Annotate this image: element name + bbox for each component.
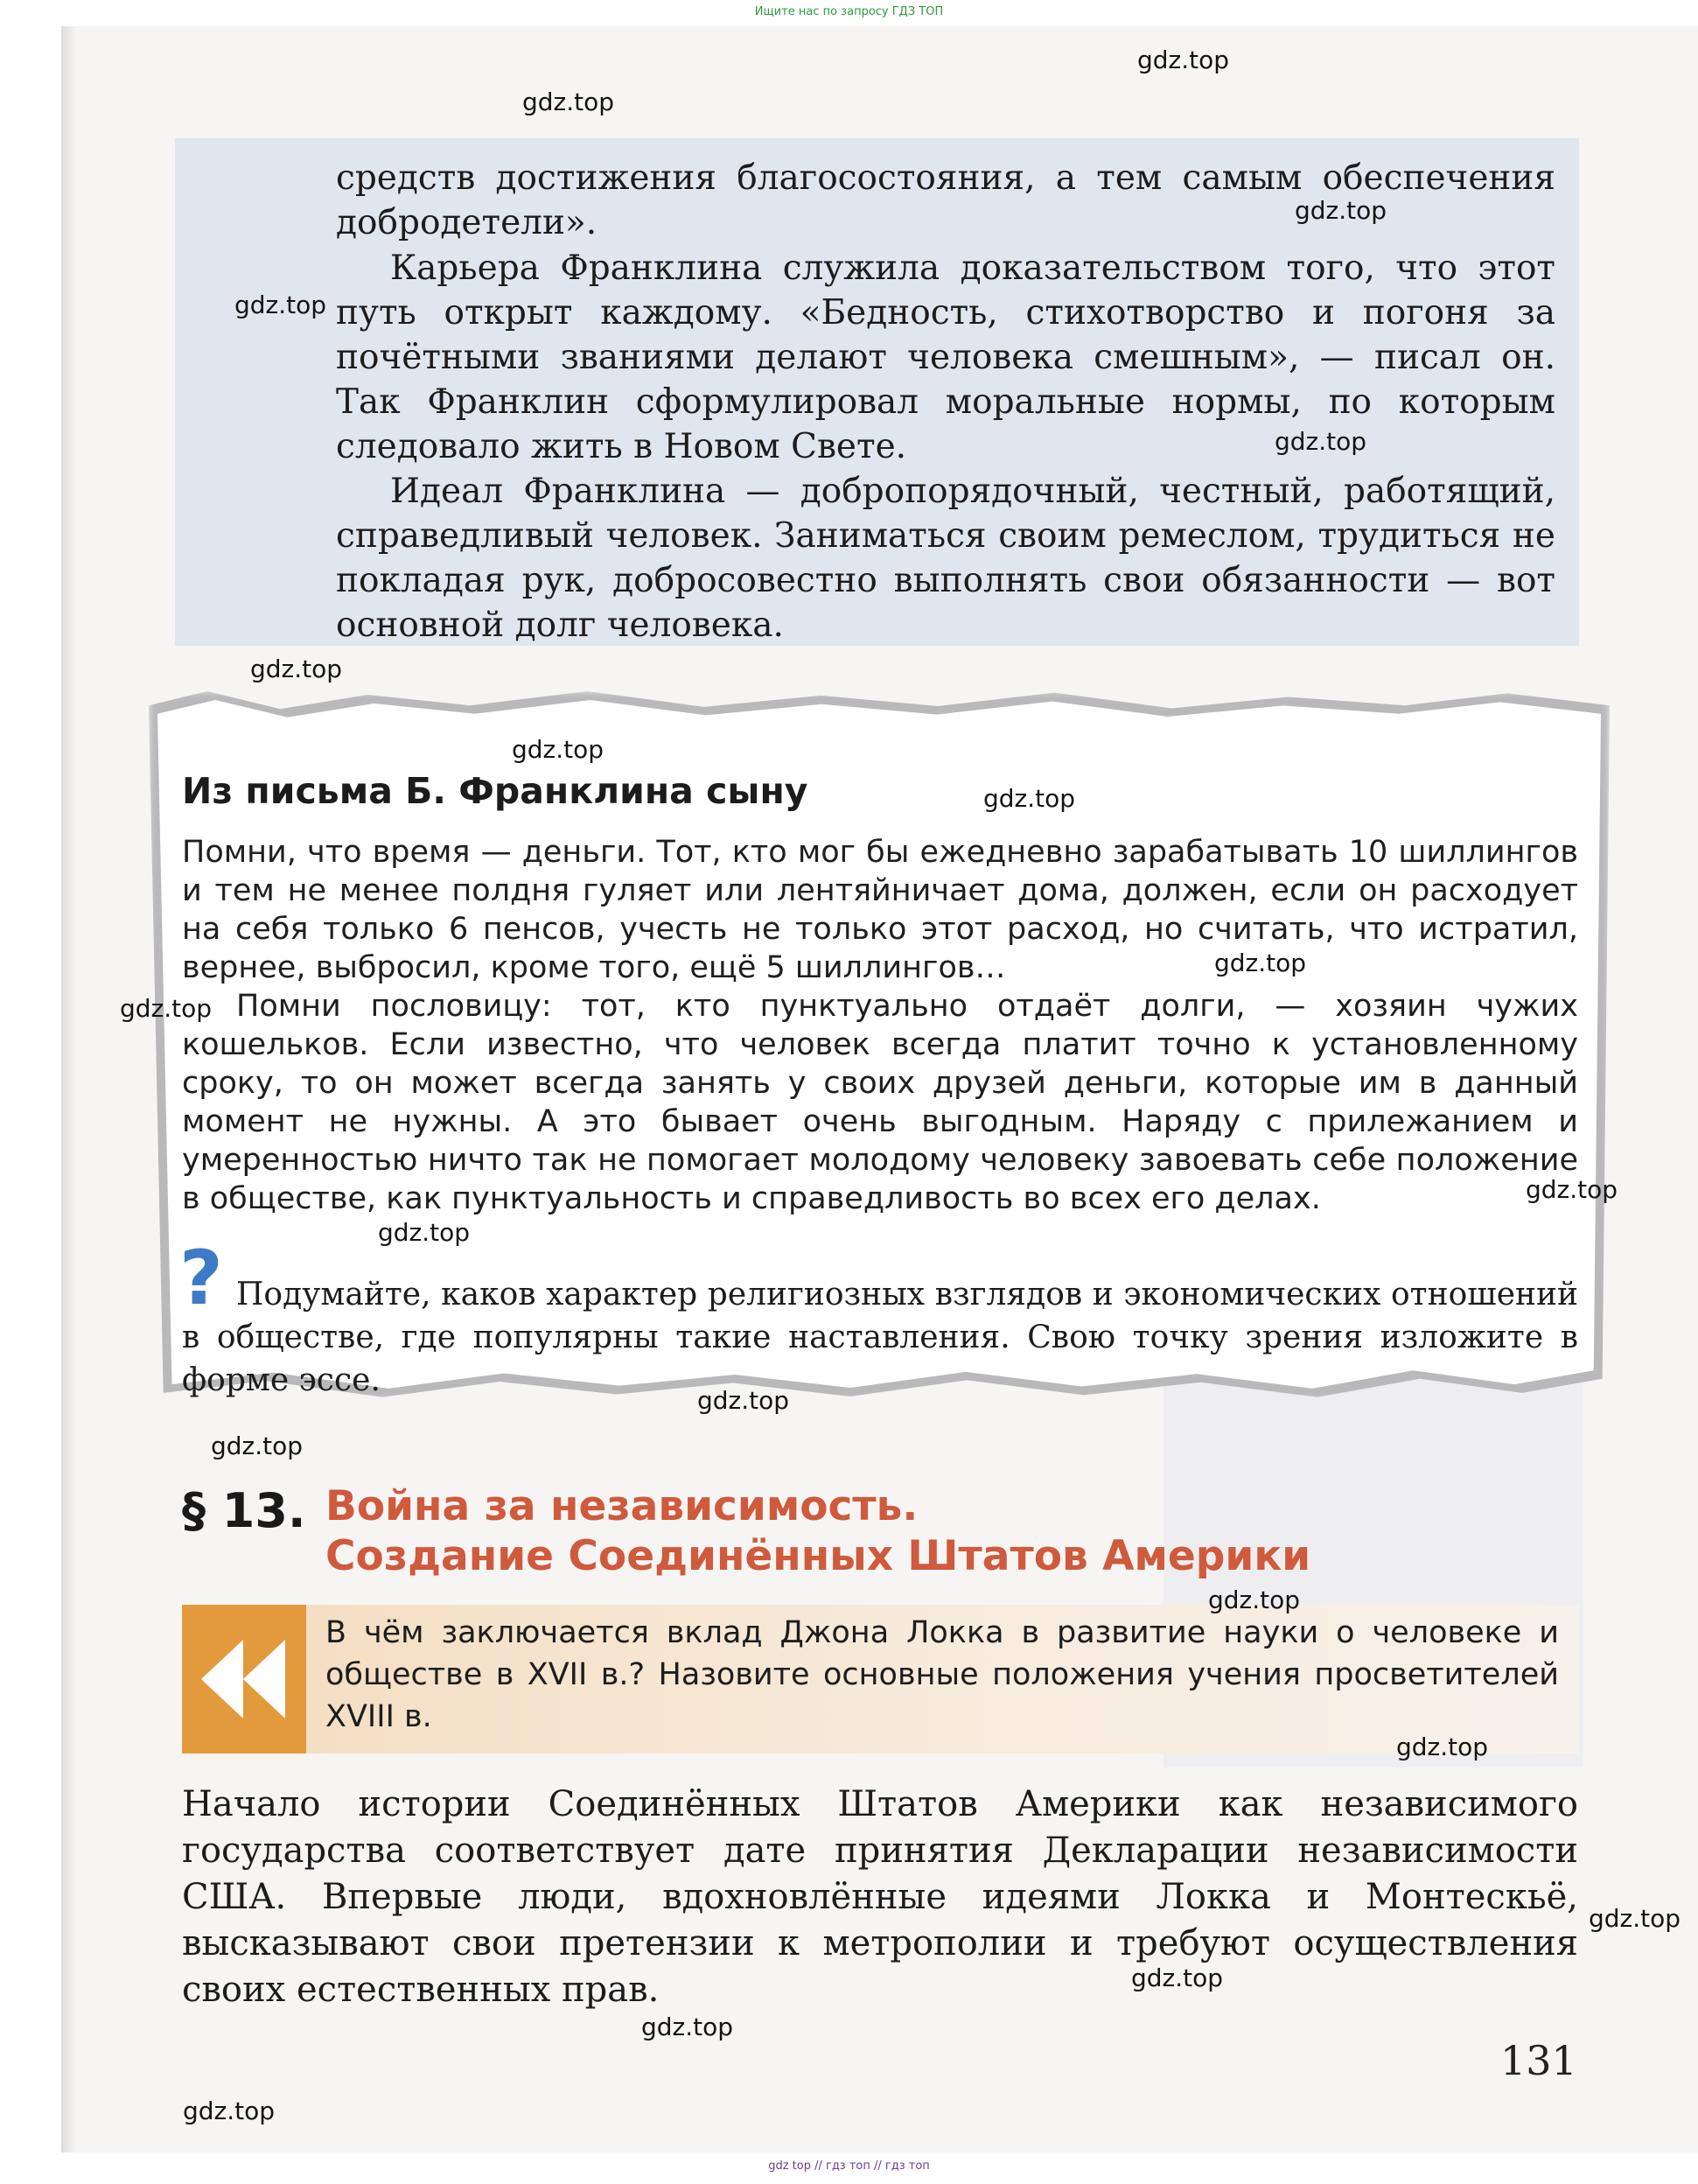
watermark: gdz.top: [1589, 1904, 1681, 1933]
section-title-line-2: Создание Соединённых Штатов Америки: [325, 1532, 1311, 1580]
bottom-note: gdz top // гдз топ // гдз топ: [768, 2160, 930, 2173]
watermark: gdz.top: [234, 290, 327, 319]
watermark: gdz.top: [211, 1432, 304, 1460]
source-title: Из письма Б. Франклина сыну: [182, 770, 808, 812]
question-text: Подумайте, каков характер религиозных взглядов и экономических отношений в обществе, где популярны такие наставления. Свою точку зрения изложите в форме эссе.: [182, 1277, 1578, 1398]
question-mark-icon: ?: [179, 1235, 223, 1322]
section-number: § 13.: [182, 1483, 306, 1538]
source-text-1: Помни, что время — деньги. Тот, кто мог бы ежедневно зарабатывать 10 шиллингов и тем не менее полдня гуляет или лентяйничает дома, должен, если он расходует на себя только 6 пенсов, учесть не только этот расход, но считать, что истратил, вернее, выбросил, кроме того, ещё 5 шиллингов…: [182, 835, 1578, 985]
watermark: gdz.top: [697, 1386, 790, 1415]
section-title-line-1: Война за независимость.: [325, 1482, 919, 1530]
paragraph-continuation: средств достижения благосостояния, а тем самым обеспечения добродетели».: [336, 158, 1555, 242]
watermark: gdz.top: [1137, 46, 1230, 74]
watermark: gdz.top: [378, 1218, 471, 1247]
recall-question: В чём заключается вклад Джона Локка в развитие науки о человеке и обществе в XVII в.? Назовите основные положения учения просветителей XVIII в.: [325, 1615, 1559, 1734]
source-text-2: Помни пословицу: тот, кто пунктуально отдаёт долги, — хозяин чужих кошельков. Если известно, что человек всегда платит точно к установленному сроку, то он может всегда занять у своих друзей деньги, которые им в данный момент не нужны. А это бывает очень выгодным. Наряду с прилежанием и умеренностью ничто так не помогает молодому человеку завоевать себе положение в обществе, как пунктуальность и справедливость во всех его делах.: [182, 989, 1578, 1216]
watermark: gdz.top: [120, 994, 213, 1023]
paragraph-franklin-career: Карьера Франклина служила доказательством того, что этот путь открыт каждому. «Бедность, стихотворство и погоня за почётными званиями делают человека смешным», — писал он. Так Франклин сформулировал моральные нормы, по которым следовало жить в Новом Свете.: [336, 248, 1555, 466]
watermark: gdz.top: [1208, 1586, 1301, 1614]
watermark: gdz.top: [250, 654, 343, 683]
page-edge-shadow: [61, 26, 77, 2152]
page-number: 131: [1500, 2037, 1577, 2084]
top-note: Ищите нас по запросу ГДЗ ТОП: [754, 5, 944, 18]
watermark: gdz.top: [1526, 1175, 1618, 1204]
watermark: gdz.top: [641, 2012, 734, 2041]
watermark: gdz.top: [512, 735, 604, 764]
watermark: gdz.top: [183, 2096, 276, 2125]
watermark: gdz.top: [1295, 196, 1387, 225]
watermark: gdz.top: [1396, 1732, 1489, 1761]
rewind-icon: [182, 1605, 306, 1754]
watermark: gdz.top: [522, 88, 615, 116]
watermark: gdz.top: [1214, 948, 1307, 977]
section-title: [325, 1481, 1576, 1581]
section-intro-paragraph: Начало истории Соединённых Штатов Америки как независимого государства соответствует дате принятия Декларации независимости США. Впервые люди, вдохновлённые идеями Локка и Монтескьё, высказывают свои претензии к метрополии и требуют осуществления своих естественных прав.: [182, 1784, 1578, 2010]
watermark: gdz.top: [1131, 1964, 1224, 1992]
paragraph-franklin-ideal: Идеал Франклина — добропорядочный, честный, работящий, справедливый человек. Заниматься своим ремеслом, трудиться не покладая рук, добросовестно выполнять свои обязанности — вот основной долг человека.: [336, 472, 1555, 645]
watermark: gdz.top: [1275, 427, 1367, 456]
watermark: gdz.top: [983, 784, 1076, 813]
